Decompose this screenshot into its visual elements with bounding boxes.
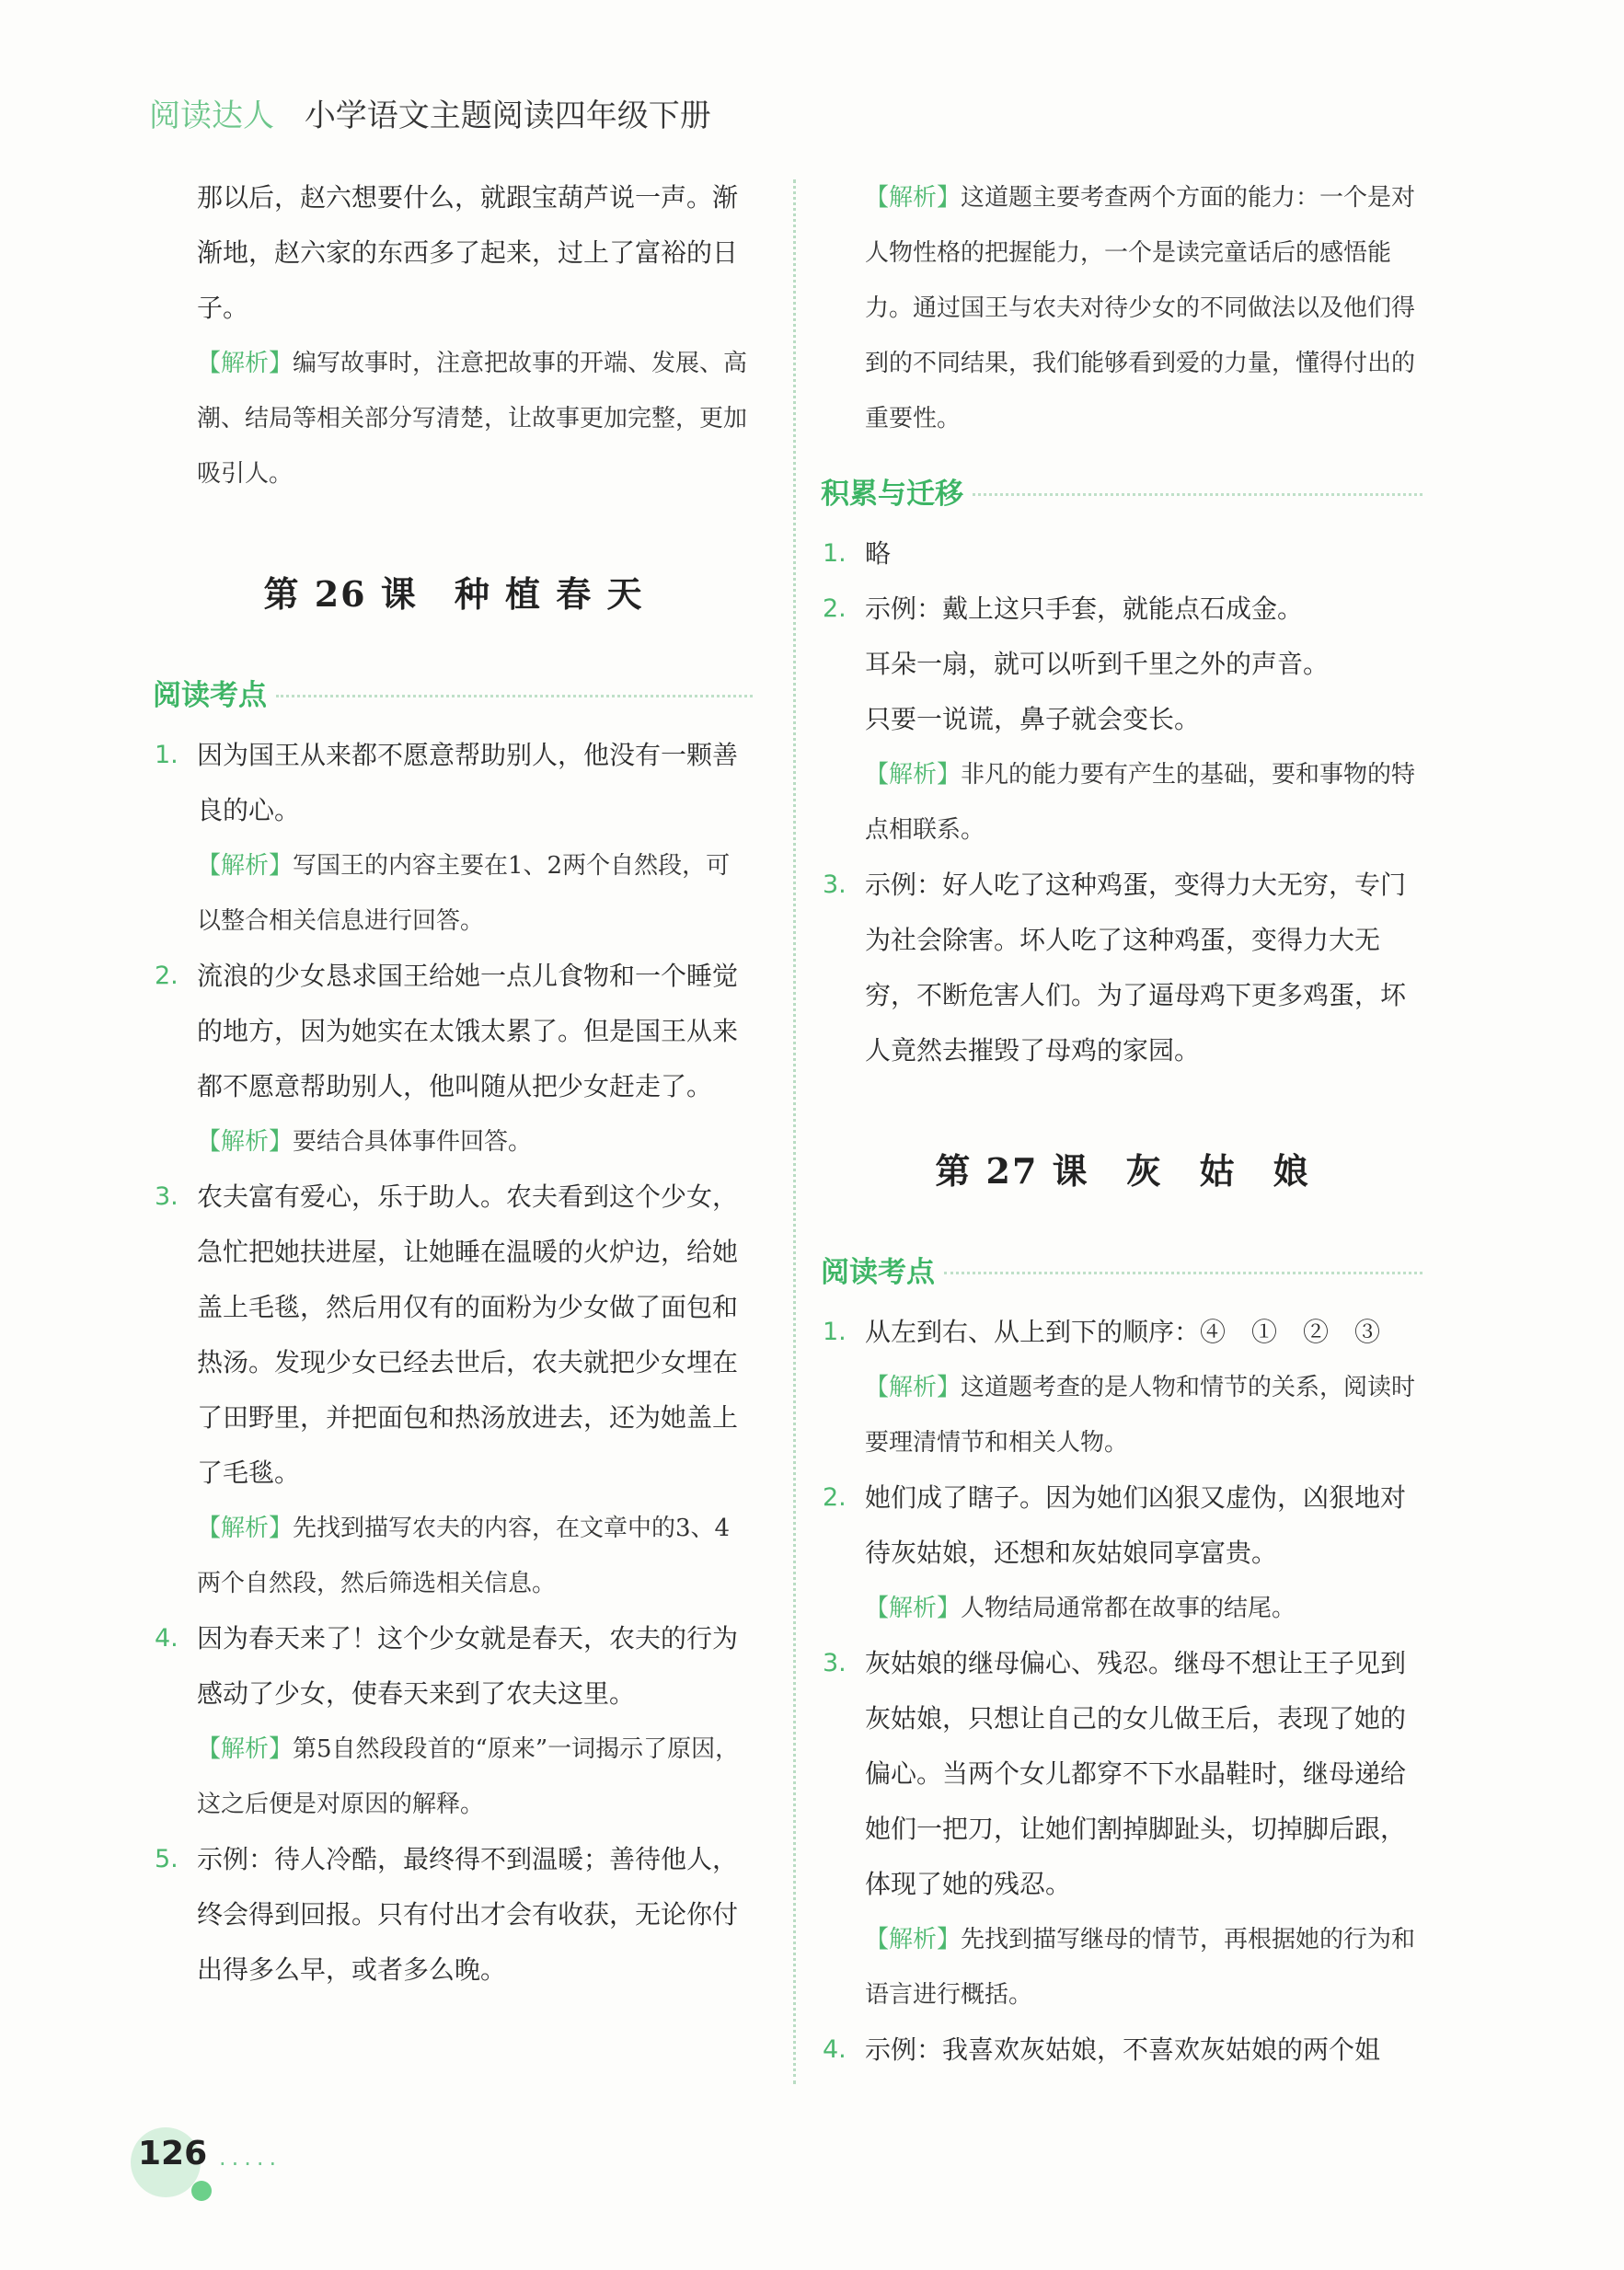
page-header: [149, 90, 711, 135]
question-3: 3. 农夫富有爱心，乐于助人。农夫看到这个少女，急忙把她扶进屋，让她睡在温暖的火炉边，给她盖上毛毯，然后用仅有的面粉为少女做了面包和热汤。发现少女已经去世后，农夫就把少女埋在了田野里，并把面包和热汤放进去，还为她盖上了毛毯。 【解析】先找到描写农夫的内容，在文章中的3、4两个自然段，然后筛选相关信息。: [155, 1181, 739, 1597]
column-divider: [793, 179, 796, 2084]
lesson-26-title: 第 26 课 种 植 春 天: [263, 573, 644, 615]
question-2: 2. 流浪的少女恳求国王给她一点儿食物和一个睡觉的地方，因为她实在太饿太累了。但是国王从来都不愿意帮助别人，他叫随从把少女赶走了。 【解析】要结合具体事件回答。: [155, 961, 739, 1156]
acc-question-1: 1. 略: [823, 538, 892, 569]
acc-question-3: 3. 示例：好人吃了这种鸡蛋，变得力大无穷，专门为社会除害。坏人吃了这种鸡蛋，变得力大无穷，不断危害人们。为了逼母鸡下更多鸡蛋，坏人竟然去摧毁了母鸡的家园。: [823, 870, 1407, 1066]
series-brand: 阅读达人: [149, 98, 274, 134]
book-title: 小学语文主题阅读四年级下册: [304, 98, 711, 134]
section-accumulation: 积累与迁移: [821, 470, 1422, 512]
q27-4: 4. 示例：我喜欢灰姑娘，不喜欢灰姑娘的两个姐: [823, 2034, 1381, 2065]
intro-analysis-right: 【解析】这道题主要考查两个方面的能力：一个是对人物性格的把握能力，一个是读完童话后的感悟能力。通过国王与农夫对待少女的不同做法以及他们得到的不同结果，我们能够看到爱的力量，懂得付出的重要性。: [865, 184, 1416, 432]
intro-text: 那以后，赵六想要什么，就跟宝葫芦说一声。渐渐地，赵六家的东西多了起来，过上了富裕的日子。: [197, 182, 739, 323]
question-5: 5. 示例：待人冷酷，最终得不到温暖；善待他人，终会得到回报。只有付出才会有收获，无论你付出得多么早，或者多么晚。: [155, 1844, 739, 1985]
q27-1: 1. 从左到右、从上到下的顺序：④ ① ② ③ 【解析】这道题考查的是人物和情节的关系，阅读时要理清情节和相关人物。: [823, 1317, 1416, 1457]
analysis-tag: 【解析】: [197, 350, 294, 377]
section-reading-points-2: 阅读考点: [821, 1249, 1422, 1290]
q27-2: 2. 她们成了瞎子。因为她们凶狠又虚伪，凶狠地对待灰姑娘，还想和灰姑娘同享富贵。 【解析】人物结局通常都在故事的结尾。: [823, 1482, 1407, 1622]
section-reading-points: 阅读考点: [153, 672, 753, 713]
lesson-27-title: 第 27 课 灰 姑 娘: [935, 1150, 1310, 1192]
acc-question-2: 2. 示例：戴上这只手套，就能点石成金。 耳朵一扇，就可以听到千里之外的声音。 只要一说谎，鼻子就会变长。 【解析】非凡的能力要有产生的基础，要和事物的特点相联系。: [823, 593, 1416, 844]
left-column: [155, 170, 753, 1998]
footer-dots: ·····: [219, 2151, 282, 2177]
q27-3: 3. 灰姑娘的继母偏心、残忍。继母不想让王子见到灰姑娘，只想让自己的女儿做王后，表现了她的偏心。当两个女儿都穿不下水晶鞋时，继母递给她们一把刀，让她们割掉脚趾头，切掉脚后跟，体现了她的残忍。 【解析】先找到描写继母的情节，再根据她的行为和语言进行概括。: [823, 1648, 1416, 2009]
intro-analysis: 【解析】编写故事时，注意把故事的开端、发展、高潮、结局等相关部分写清楚，让故事更加完整，更加吸引人。: [197, 350, 748, 488]
badge-dot: [191, 2181, 212, 2201]
page-number: 126: [138, 2135, 208, 2172]
right-column: [823, 170, 1422, 2078]
question-4: 4. 因为春天来了！这个少女就是春天，农夫的行为感动了少女，使春天来到了农夫这里。 【解析】第5自然段段首的“原来”一词揭示了原因，这之后便是对原因的解释。: [155, 1623, 740, 1818]
question-1: 1. 因为国王从来都不愿意帮助别人，他没有一颗善良的心。 【解析】写国王的内容主要在1、2两个自然段，可以整合相关信息进行回答。: [155, 740, 739, 935]
